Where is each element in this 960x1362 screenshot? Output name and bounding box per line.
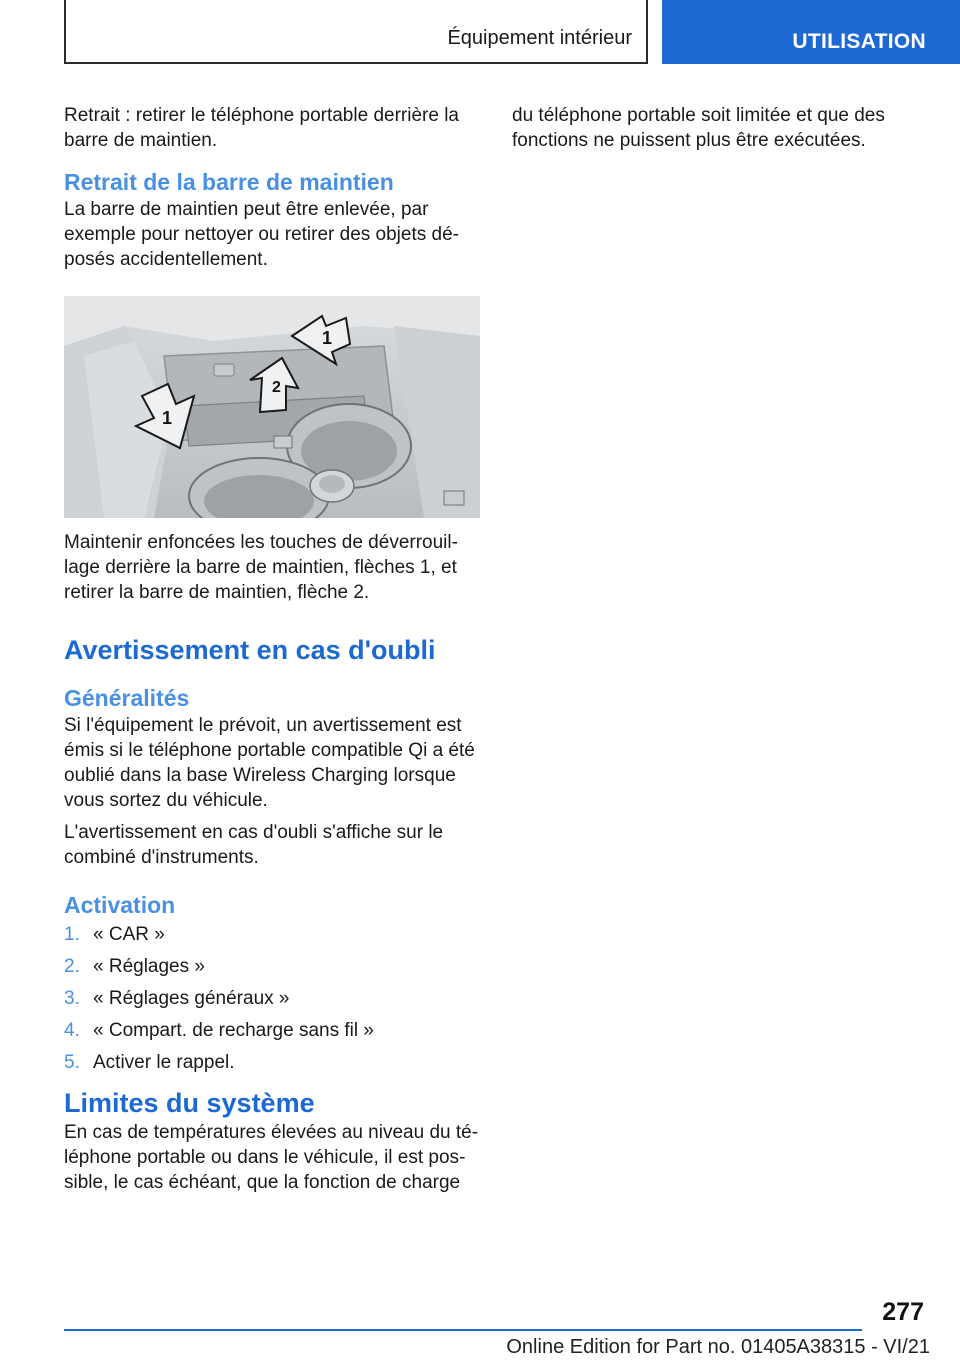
- limites-paragraph: En cas de températures élevées au niveau du téléphone portable ou dans le véhicule, il est possible, le cas échéant, que la fonction de charge: [64, 1122, 479, 1193]
- list-item: [64, 954, 482, 986]
- list-item: [64, 1050, 482, 1082]
- edition-footer: Online Edition for Part no. 01405A38315 - VI/21: [506, 1336, 930, 1358]
- step-text: Activer le rappel.: [93, 1052, 235, 1073]
- list-item: [64, 922, 482, 954]
- generalites-paragraph-2: L'avertissement en cas d'oubli s'affiche sur le combiné d'instruments.: [64, 822, 444, 868]
- step-text: « Compart. de recharge sans fil »: [93, 1020, 374, 1041]
- arrow-2-middle-label: 2: [272, 379, 281, 396]
- retrait-paragraph: La barre de maintien peut être enlevée, par exemple pour nettoyer ou retirer des objets déposés accidentellement.: [64, 199, 459, 270]
- center-console-illustration: [64, 296, 480, 518]
- arrow-1-right-label: 1: [322, 328, 333, 348]
- activation-steps: [64, 922, 482, 1082]
- step-number: 3.: [64, 988, 80, 1009]
- heading-activation: Activation: [64, 892, 176, 918]
- left-column: [64, 103, 482, 1195]
- chapter-title: UTILISATION: [792, 30, 926, 53]
- step-number: 2.: [64, 956, 80, 977]
- page-number: 277: [882, 1298, 924, 1326]
- header-chapter-tab[interactable]: [662, 0, 960, 64]
- console-drawing: [64, 296, 480, 518]
- heading-generalites: Généralités: [64, 685, 190, 711]
- header-section-title: [64, 0, 648, 64]
- list-item: [64, 986, 482, 1018]
- heading-retrait: Retrait de la barre de maintien: [64, 169, 394, 195]
- list-item: [64, 1018, 482, 1050]
- step-text: « CAR »: [93, 924, 165, 945]
- step-text: « Réglages généraux »: [93, 988, 290, 1009]
- heading-limites: Limites du système: [64, 1088, 315, 1118]
- figure-caption: Maintenir enfoncées les touches de déverrouillage derrière la barre de maintien, flèches 1, et retirer la barre de maintien, flèche 2.: [64, 532, 458, 603]
- generalites-paragraph-1: Si l'équipement le prévoit, un avertissement est émis si le téléphone portable compatible Qi a été oublié dans la base Wireless Charging lorsque vous sortez du véhicule.: [64, 715, 475, 811]
- right-column: [512, 103, 932, 153]
- continuation-paragraph: du téléphone portable soit limitée et que des fonctions ne puissent plus être exécutées.: [512, 105, 885, 151]
- footer-divider: [64, 1329, 862, 1331]
- step-number: 1.: [64, 924, 80, 945]
- step-text: « Réglages »: [93, 956, 205, 977]
- arrow-1-left-label: 1: [162, 408, 173, 428]
- section-title: Équipement intérieur: [447, 27, 632, 49]
- intro-paragraph: Retrait : retirer le téléphone portable derrière la barre de maintien.: [64, 105, 459, 151]
- step-number: 5.: [64, 1052, 80, 1073]
- step-number: 4.: [64, 1020, 80, 1041]
- heading-avertissement: Avertissement en cas d'oubli: [64, 635, 436, 665]
